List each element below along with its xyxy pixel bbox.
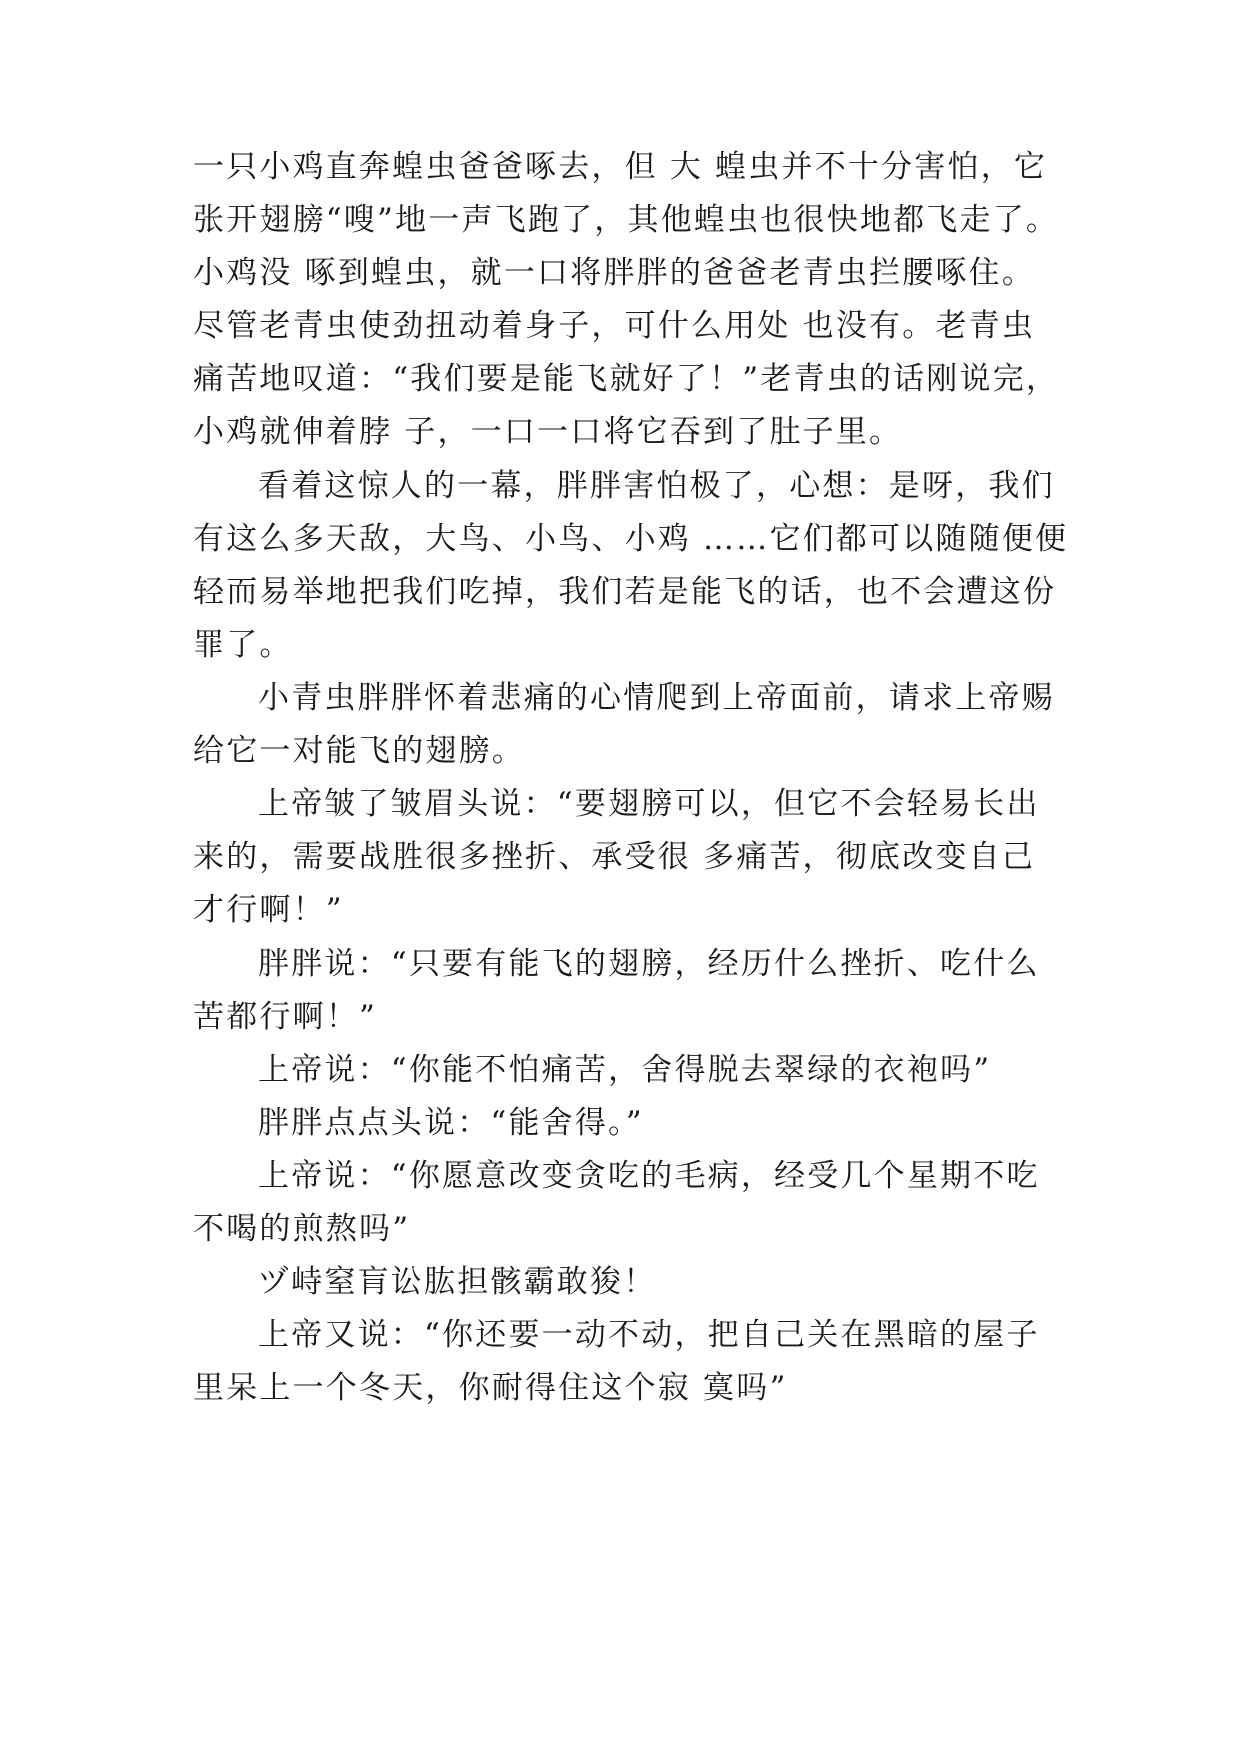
text-line: 罪了。 (193, 627, 293, 663)
text-line: 尽管老青虫使劲扭动着身子，可什么用处 也没有。老青虫 (193, 308, 1036, 344)
text-line: 张开翅膀“嗖”地一声飞跑了，其他蝗虫也很快地都飞走了。 (193, 202, 1060, 238)
text-line: 轻而易举地把我们吃掉，我们若是能飞的话，也不会遭这份 (193, 574, 1057, 610)
paragraph-first-line: 胖胖说：“只要有能飞的翅膀，经历什么挫折、吃什么 (258, 946, 1040, 982)
paragraph-first-line: 上帝说：“你愿意改变贪吃的毛病，经受几个星期不吃 (258, 1158, 1040, 1194)
text-line: 一只小鸡直奔蝗虫爸爸啄去，但 大 蝗虫并不十分害怕，它 (193, 149, 1048, 185)
text-line: 给它一对能飞的翅膀。 (193, 733, 525, 769)
text-line: 不喝的煎熬吗” (193, 1211, 411, 1247)
paragraph-first-line: 上帝说：“你能不怕痛苦，舍得脱去翠绿的衣袍吗” (258, 1052, 992, 1088)
text-line: 来的，需要战胜很多挫折、承受很 多痛苦，彻底改变自己 (193, 839, 1036, 875)
paragraph-first-line: 上帝皱了皱眉头说：“要翅膀可以，但它不会轻易长出 (258, 786, 1040, 822)
text-line: 有这么多天敌，大鸟、小鸟、小鸡 ……它们都可以随随便便 (193, 521, 1069, 557)
paragraph-first-line: 上帝又说：“你还要一动不动，把自己关在黑暗的屋子 (258, 1317, 1040, 1353)
text-line: 苦都行啊！” (193, 999, 378, 1035)
text-line: 痛苦地叹道：“我们要是能飞就好了！”老青虫的话刚说完， (193, 361, 1060, 397)
paragraph-first-line: ヅ峙窒肓讼肱担骸霸敢狻！ (258, 1264, 657, 1300)
paragraph-first-line: 小青虫胖胖怀着悲痛的心情爬到上帝面前，请求上帝赐 (258, 680, 1055, 716)
text-line: 小鸡就伸着脖 子，一口一口将它吞到了肚子里。 (193, 414, 903, 450)
paragraph-first-line: 胖胖点点头说：“能舍得。” (258, 1105, 644, 1141)
text-line: 小鸡没 啄到蝗虫，就一口将胖胖的爸爸老青虫拦腰啄住。 (193, 255, 1036, 291)
paragraph-first-line: 看着这惊人的一幕，胖胖害怕极了，心想：是呀，我们 (258, 468, 1055, 504)
text-line: 才行啊！” (193, 892, 344, 928)
text-line: 里呆上一个冬天，你耐得住这个寂 寞吗” (193, 1370, 788, 1406)
